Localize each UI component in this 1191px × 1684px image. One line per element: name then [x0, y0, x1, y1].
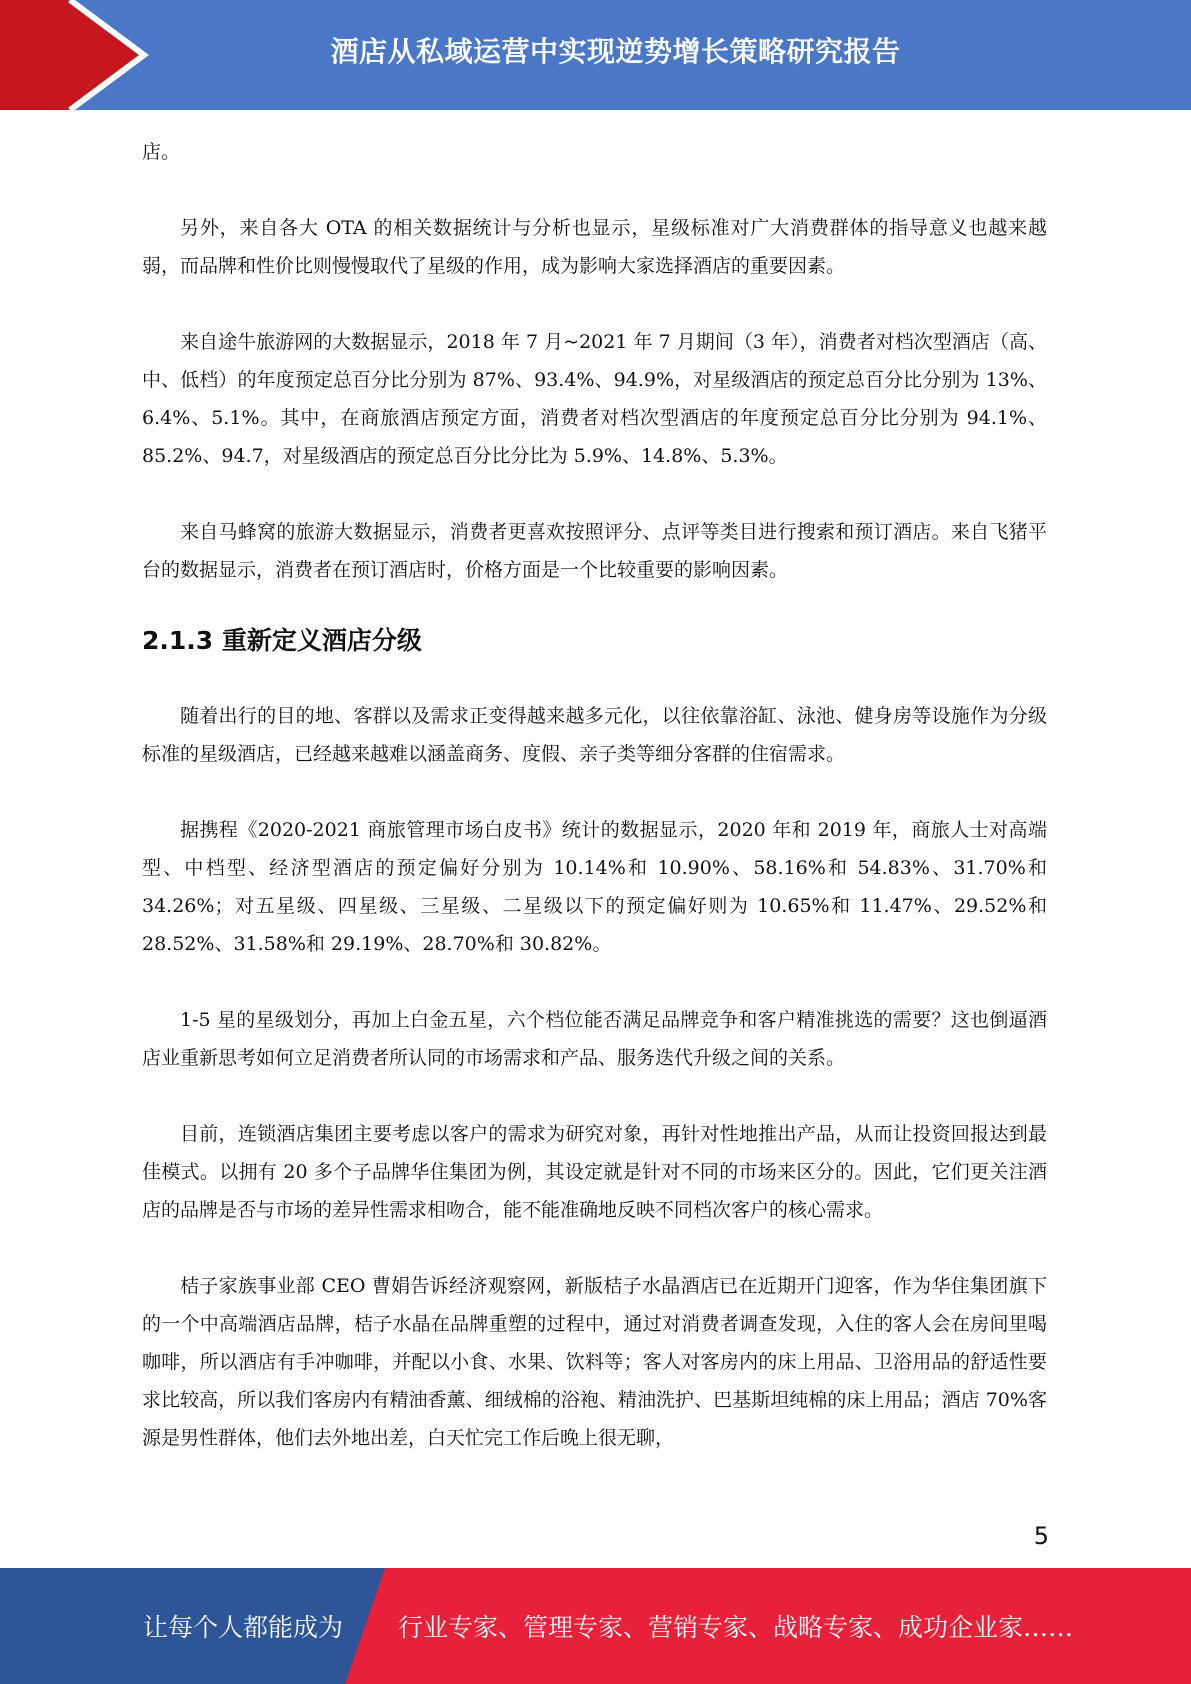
paragraph: 店。	[142, 141, 181, 163]
paragraph: 随着出行的目的地、客群以及需求正变得越来越多元化，以往依靠浴缸、泳池、健身房等设施作为分级标准的星级酒店，已经越来越难以涵盖商务、度假、亲子类等细分客群的住宿需求。	[142, 705, 1047, 765]
document-body	[142, 133, 1047, 1495]
paragraph: 来自途牛旅游网的大数据显示，2018 年 7 月~2021 年 7 月期间（3 年），消费者对档次型酒店（高、中、低档）的年度预定总百分比分别为 87%、93.4%、94.9%，对星级酒店的预定总百分比分别为 13%、6.4%、5.1%。其中，在商旅酒店预定方面，消费者对档次型酒店的年度预定总百分比分别为 94.1%、85.2%、94.7，对星级酒店的预定总百分比分比为 5.9%、14.8%、5.3%。	[142, 331, 1047, 467]
report-title: 酒店从私域运营中实现逆势增长策略研究报告	[330, 35, 901, 68]
paragraph: 另外，来自各大 OTA 的相关数据统计与分析也显示，星级标准对广大消费群体的指导意义也越来越弱，而品牌和性价比则慢慢取代了星级的作用，成为影响大家选择酒店的重要因素。	[142, 217, 1047, 277]
paragraph: 目前，连锁酒店集团主要考虑以客户的需求为研究对象，再针对性地推出产品，从而让投资回报达到最佳模式。以拥有 20 多个子品牌华住集团为例，其设定就是针对不同的市场来区分的。因此，它们更关注酒店的品牌是否与市场的差异性需求相吻合，能不能准确地反映不同档次客户的核心需求。	[142, 1123, 1047, 1221]
paragraph: 来自马蜂窝的旅游大数据显示，消费者更喜欢按照评分、点评等类目进行搜索和预订酒店。来自飞猪平台的数据显示，消费者在预订酒店时，价格方面是一个比较重要的影响因素。	[142, 521, 1047, 581]
page-header	[0, 0, 1191, 110]
footer-slogan-right: 行业专家、管理专家、营销专家、战略专家、成功企业家……	[398, 1613, 1074, 1642]
paragraph: 1-5 星的星级划分，再加上白金五星，六个档位能否满足品牌竞争和客户精准挑选的需要？这也倒逼酒店业重新思考如何立足消费者所认同的市场需求和产品、服务迭代升级之间的关系。	[142, 1009, 1047, 1069]
paragraph: 桔子家族事业部 CEO 曹娟告诉经济观察网，新版桔子水晶酒店已在近期开门迎客，作为华住集团旗下的一个中高端酒店品牌，桔子水晶在品牌重塑的过程中，通过对消费者调查发现，入住的客人会在房间里喝咖啡，所以酒店有手冲咖啡，并配以小食、水果、饮料等；客人对客房内的床上用品、卫浴用品的舒适性要求比较高，所以我们客房内有精油香薰、细绒棉的浴袍、精油洗护、巴基斯坦纯棉的床上用品；酒店 70%客源是男性群体，他们去外地出差，白天忙完工作后晚上很无聊，	[142, 1275, 1047, 1449]
footer-slogan-left: 让每个人都能成为	[143, 1613, 344, 1642]
page-footer	[0, 1568, 1191, 1684]
paragraph: 据携程《2020-2021 商旅管理市场白皮书》统计的数据显示，2020 年和 2019 年，商旅人士对高端型、中档型、经济型酒店的预定偏好分别为 10.14%和 10.90%、58.16%和 54.83%、31.70%和 34.26%；对五星级、四星级、三星级、二星级以下的预定偏好则为 10.65%和 11.47%、29.52%和 28.52%、31.58%和 29.19%、28.70%和 30.82%。	[142, 819, 1047, 955]
page-number: 5	[1033, 1522, 1049, 1550]
section-heading: 2.1.3 重新定义酒店分级	[142, 626, 422, 655]
